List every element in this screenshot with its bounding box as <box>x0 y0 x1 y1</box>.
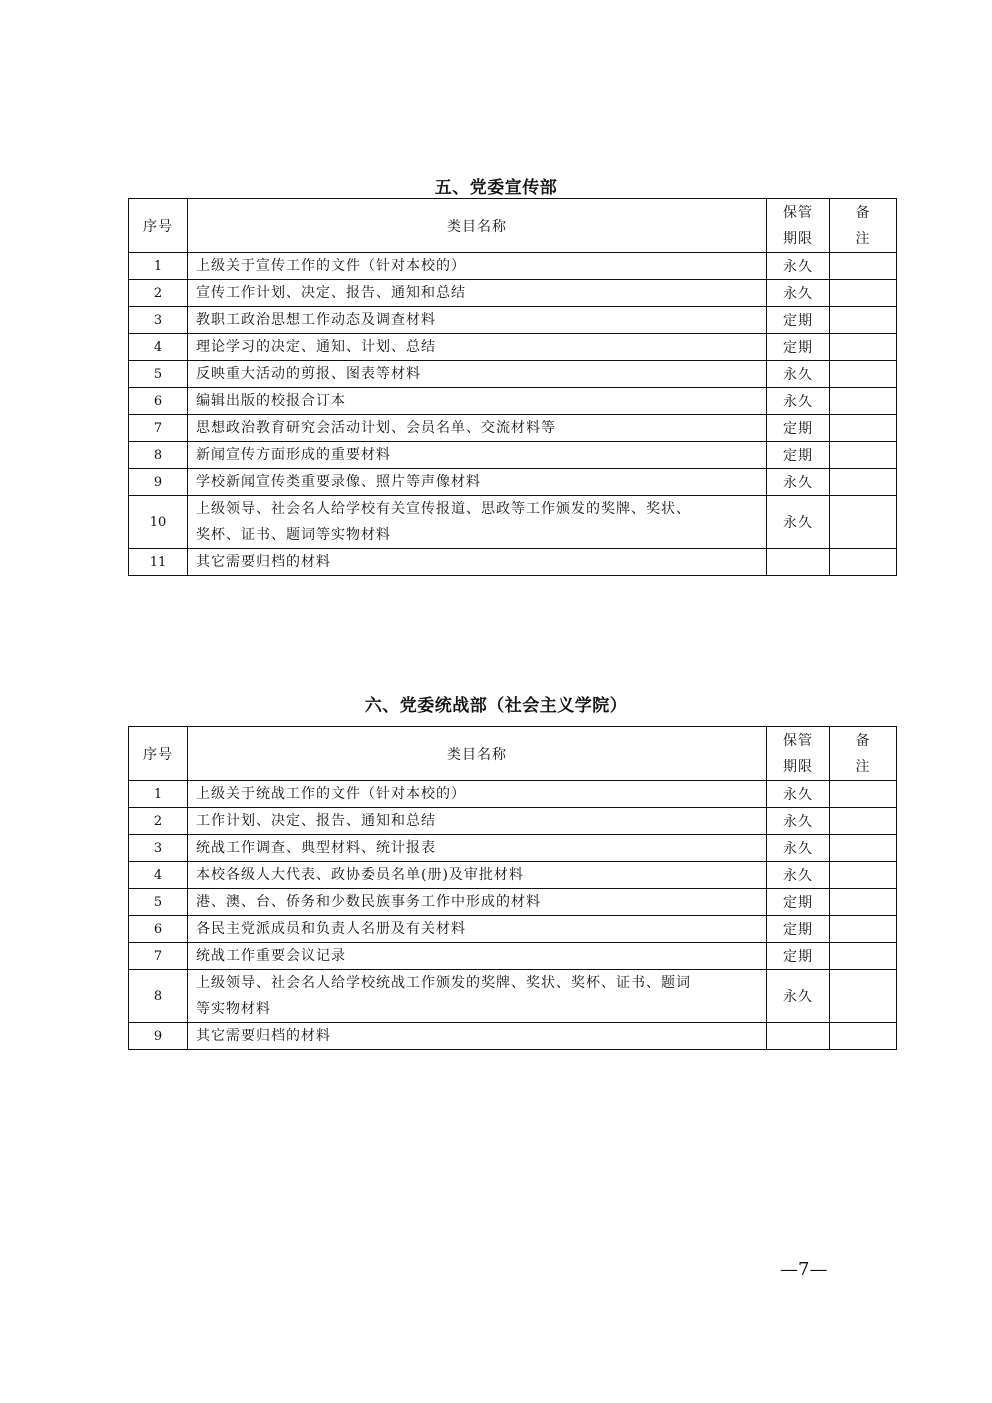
row-no: 9 <box>129 469 188 496</box>
row-period <box>767 1023 830 1050</box>
row-no: 2 <box>129 280 188 307</box>
table-row <box>129 442 897 469</box>
table-row <box>129 253 897 280</box>
row-period: 永久 <box>767 970 830 1023</box>
row-name-line2: 奖杯、证书、题词等实物材料 <box>196 527 391 543</box>
row-period: 定期 <box>767 307 830 334</box>
row-note <box>830 862 897 889</box>
row-name: 理论学习的决定、通知、计划、总结 <box>188 334 767 361</box>
header-period-line1: 保管 <box>783 732 813 749</box>
row-name <box>188 496 767 549</box>
row-no: 5 <box>129 889 188 916</box>
row-note <box>830 549 897 576</box>
row-note <box>830 442 897 469</box>
row-name: 思想政治教育研究会活动计划、会员名单、交流材料等 <box>188 415 767 442</box>
header-note-line1: 备 <box>855 732 871 749</box>
row-name: 其它需要归档的材料 <box>188 1023 767 1050</box>
row-no: 6 <box>129 388 188 415</box>
table-row <box>129 280 897 307</box>
row-name: 教职工政治思想工作动态及调查材料 <box>188 307 767 334</box>
row-name: 编辑出版的校报合订本 <box>188 388 767 415</box>
row-period: 定期 <box>767 943 830 970</box>
row-name: 上级关于统战工作的文件（针对本校的） <box>188 781 767 808</box>
table-row <box>129 862 897 889</box>
row-note <box>830 781 897 808</box>
table-row <box>129 916 897 943</box>
row-name: 其它需要归档的材料 <box>188 549 767 576</box>
row-period: 定期 <box>767 334 830 361</box>
row-period <box>767 549 830 576</box>
table-row <box>129 970 897 1023</box>
header-period <box>767 727 830 781</box>
row-name: 港、澳、台、侨务和少数民族事务工作中形成的材料 <box>188 889 767 916</box>
table-header-row <box>129 727 897 781</box>
table-row <box>129 549 897 576</box>
header-note <box>830 727 897 781</box>
header-period <box>767 199 830 253</box>
table-row <box>129 388 897 415</box>
row-no: 2 <box>129 808 188 835</box>
row-no: 7 <box>129 943 188 970</box>
row-name: 各民主党派成员和负责人名册及有关材料 <box>188 916 767 943</box>
row-period: 定期 <box>767 442 830 469</box>
table-row <box>129 469 897 496</box>
table-row <box>129 781 897 808</box>
catalog-table-propaganda <box>128 198 897 576</box>
row-no: 7 <box>129 415 188 442</box>
table-row <box>129 835 897 862</box>
table-row <box>129 889 897 916</box>
table-row <box>129 334 897 361</box>
row-no: 10 <box>129 496 188 549</box>
table-row <box>129 943 897 970</box>
row-period: 永久 <box>767 835 830 862</box>
row-period: 永久 <box>767 862 830 889</box>
row-no: 9 <box>129 1023 188 1050</box>
row-note <box>830 943 897 970</box>
header-period-line1: 保管 <box>783 204 813 221</box>
header-name: 类目名称 <box>188 727 767 781</box>
section-title-propaganda: 五、党委宣传部 <box>434 178 558 198</box>
header-note-line2: 注 <box>855 230 871 247</box>
row-note <box>830 889 897 916</box>
row-name: 宣传工作计划、决定、报告、通知和总结 <box>188 280 767 307</box>
row-note <box>830 808 897 835</box>
row-period: 定期 <box>767 415 830 442</box>
row-note <box>830 916 897 943</box>
row-note <box>830 415 897 442</box>
row-name: 上级关于宣传工作的文件（针对本校的） <box>188 253 767 280</box>
row-note <box>830 1023 897 1050</box>
row-no: 4 <box>129 862 188 889</box>
row-period: 定期 <box>767 889 830 916</box>
header-period-line2: 期限 <box>783 758 813 775</box>
row-name-line1: 上级领导、社会名人给学校统战工作颁发的奖牌、奖状、奖杯、证书、题词 <box>196 975 691 991</box>
row-note <box>830 469 897 496</box>
table-row <box>129 496 897 549</box>
table-row <box>129 415 897 442</box>
table-header-row <box>129 199 897 253</box>
row-no: 8 <box>129 970 188 1023</box>
row-period: 永久 <box>767 361 830 388</box>
row-no: 1 <box>129 781 188 808</box>
header-note <box>830 199 897 253</box>
row-period: 永久 <box>767 253 830 280</box>
row-no: 6 <box>129 916 188 943</box>
row-no: 4 <box>129 334 188 361</box>
row-note <box>830 334 897 361</box>
table-row <box>129 808 897 835</box>
catalog-table-united-front <box>128 726 897 1050</box>
row-name: 新闻宣传方面形成的重要材料 <box>188 442 767 469</box>
row-name: 工作计划、决定、报告、通知和总结 <box>188 808 767 835</box>
header-note-line1: 备 <box>855 204 871 221</box>
row-name: 学校新闻宣传类重要录像、照片等声像材料 <box>188 469 767 496</box>
header-period-line2: 期限 <box>783 230 813 247</box>
table-row <box>129 1023 897 1050</box>
row-no: 11 <box>129 549 188 576</box>
row-note <box>830 496 897 549</box>
row-name: 统战工作重要会议记录 <box>188 943 767 970</box>
row-period: 定期 <box>767 916 830 943</box>
row-note <box>830 361 897 388</box>
row-no: 1 <box>129 253 188 280</box>
row-note <box>830 970 897 1023</box>
row-name: 反映重大活动的剪报、图表等材料 <box>188 361 767 388</box>
row-no: 3 <box>129 835 188 862</box>
header-no: 序号 <box>129 199 188 253</box>
row-period: 永久 <box>767 469 830 496</box>
row-period: 永久 <box>767 388 830 415</box>
table-row <box>129 361 897 388</box>
row-period: 永久 <box>767 808 830 835</box>
row-name: 本校各级人大代表、政协委员名单(册)及审批材料 <box>188 862 767 889</box>
row-name <box>188 970 767 1023</box>
row-note <box>830 388 897 415</box>
table-row <box>129 307 897 334</box>
header-note-line2: 注 <box>855 758 871 775</box>
row-no: 8 <box>129 442 188 469</box>
row-period: 永久 <box>767 496 830 549</box>
row-period: 永久 <box>767 280 830 307</box>
row-name-line2: 等实物材料 <box>196 1001 271 1017</box>
row-no: 3 <box>129 307 188 334</box>
page-number: —7— <box>780 1259 828 1280</box>
row-name-line1: 上级领导、社会名人给学校有关宣传报道、思政等工作颁发的奖牌、奖状、 <box>196 501 691 517</box>
row-note <box>830 253 897 280</box>
row-note <box>830 280 897 307</box>
row-note <box>830 835 897 862</box>
row-name: 统战工作调查、典型材料、统计报表 <box>188 835 767 862</box>
section-title-united-front: 六、党委统战部（社会主义学院） <box>364 696 628 716</box>
row-note <box>830 307 897 334</box>
row-no: 5 <box>129 361 188 388</box>
header-no: 序号 <box>129 727 188 781</box>
row-period: 永久 <box>767 781 830 808</box>
header-name: 类目名称 <box>188 199 767 253</box>
